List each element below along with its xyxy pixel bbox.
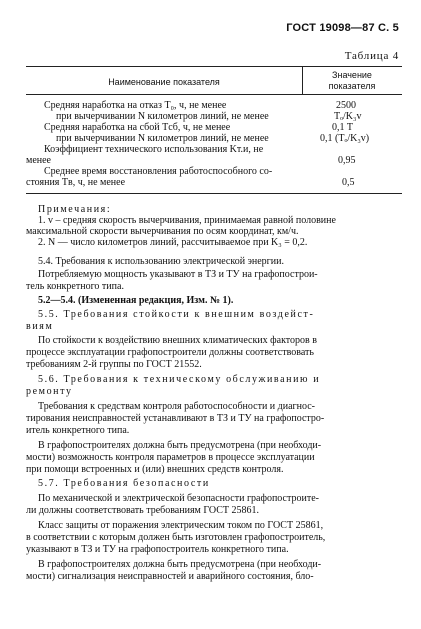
section-5-5-heading-cont: виям — [26, 321, 54, 332]
paragraph-line: в соответствии с которым должен быть изготовлен графопостроитель, — [26, 532, 326, 543]
note-2: 2. N — число километров линий, рассчитываемое при K₃ = 0,2. — [38, 237, 308, 248]
table-row-name-cont: стояния Tв, ч, не менее — [26, 177, 126, 188]
table-row-value: 0,95 — [338, 155, 356, 166]
paragraph-line: тирования неисправностей устанавливают в ТЗ и ТУ на графопостро- — [26, 413, 325, 424]
paragraph-line: Класс защиты от поражения электрическим током по ГОСТ 25861, — [38, 520, 324, 531]
table-row-name: при вычерчивании N километров линий, не менее — [56, 133, 269, 144]
section-5-6-heading: 5.6. Требования к техническому обслуживанию и — [38, 374, 321, 385]
table-row-value: 0,1 T — [332, 122, 353, 133]
table-header-value — [302, 70, 402, 92]
table-row-value: Tₒ/K₃v — [334, 111, 362, 122]
table-header-name: Наименование показателя — [108, 77, 220, 87]
edit-note: 5.2—5.4. (Измененная редакция, Изм. № 1). — [38, 295, 234, 306]
table-row-name: Средняя наработка на сбой Tсб, ч, не менее — [44, 122, 231, 133]
notes-title: Примечания: — [38, 204, 112, 215]
paragraph-line: процессе эксплуатации графопостроители должны соответствовать — [26, 347, 314, 358]
table-top-rule — [26, 66, 402, 67]
paragraph-line: В графопостроителях должна быть предусмотрена (при необходи- — [38, 440, 322, 451]
paragraph-line: По механической и электрической безопасности графопостроите- — [38, 493, 319, 504]
table-header-rule — [26, 94, 402, 95]
paragraph-line: указывают в ТЗ и ТУ на графопостроитель конкретного типа. — [26, 544, 289, 555]
paragraph-line: при помощи встроенных и (или) внешних средств контроля. — [26, 464, 284, 475]
table-header-value-line1: Значение — [332, 70, 372, 80]
paragraph-line: тель конкретного типа. — [26, 281, 124, 292]
paragraph-line: мости) возможность контроля параметров в процессе эксплуатации — [26, 452, 315, 463]
table-row-value: 0,5 — [342, 177, 355, 188]
section-5-7-heading: 5.7. Требования безопасности — [38, 478, 210, 489]
paragraph-line: По стойкости к воздействию внешних климатических факторов в — [38, 335, 317, 346]
table-row-value: 0,1 (Tₒ/K₃v) — [320, 133, 370, 144]
table-bottom-rule — [26, 193, 402, 194]
section-5-4-heading: 5.4. Требования к использованию электрической энергии. — [38, 256, 284, 267]
paragraph-line: мости) сигнализация неисправностей и аварийного состояния, бло- — [26, 571, 314, 582]
section-5-6-heading-cont: ремонту — [26, 386, 73, 397]
paragraph-line: Требования к средствам контроля работоспособности и диагнос- — [38, 401, 316, 412]
paragraph-line: В графопостроителях должна быть предусмотрена (при необходи- — [38, 559, 322, 570]
table-row-value: 2500 — [336, 100, 356, 111]
table-header-value-line2: показателя — [328, 81, 376, 91]
paragraph-line: итель конкретного типа. — [26, 425, 130, 436]
table-row-name: при вычерчивании N километров линий, не менее — [56, 111, 269, 122]
note-1-line2: максимальной скорости вычерчивания по осям координат, км/ч. — [26, 226, 299, 237]
paragraph-line: требованиям 2-й группы по ГОСТ 21552. — [26, 359, 202, 370]
table-caption: Таблица 4 — [344, 50, 399, 62]
table-row-name-cont: менее — [26, 155, 51, 166]
paragraph-line: ли должны соответствовать требованиям ГОСТ 25861. — [26, 505, 260, 516]
table-row-name: Среднее время восстановления работоспособного со- — [44, 166, 273, 177]
note-1-line1: 1. v – средняя скорость вычерчивания, принимаемая равной половине — [38, 215, 336, 226]
table-row-name: Коэффициент технического использования Kт.и, не — [44, 144, 264, 155]
page-header-code: ГОСТ 19098—87 С. 5 — [286, 22, 399, 34]
paragraph-line: Потребляемую мощность указывают в ТЗ и ТУ на графопострои- — [38, 269, 318, 280]
table-row-name: Средняя наработка на отказ T₀, ч, не менее — [44, 100, 227, 111]
section-5-5-heading: 5.5. Требования стойкости к внешним воздейст- — [38, 309, 315, 320]
